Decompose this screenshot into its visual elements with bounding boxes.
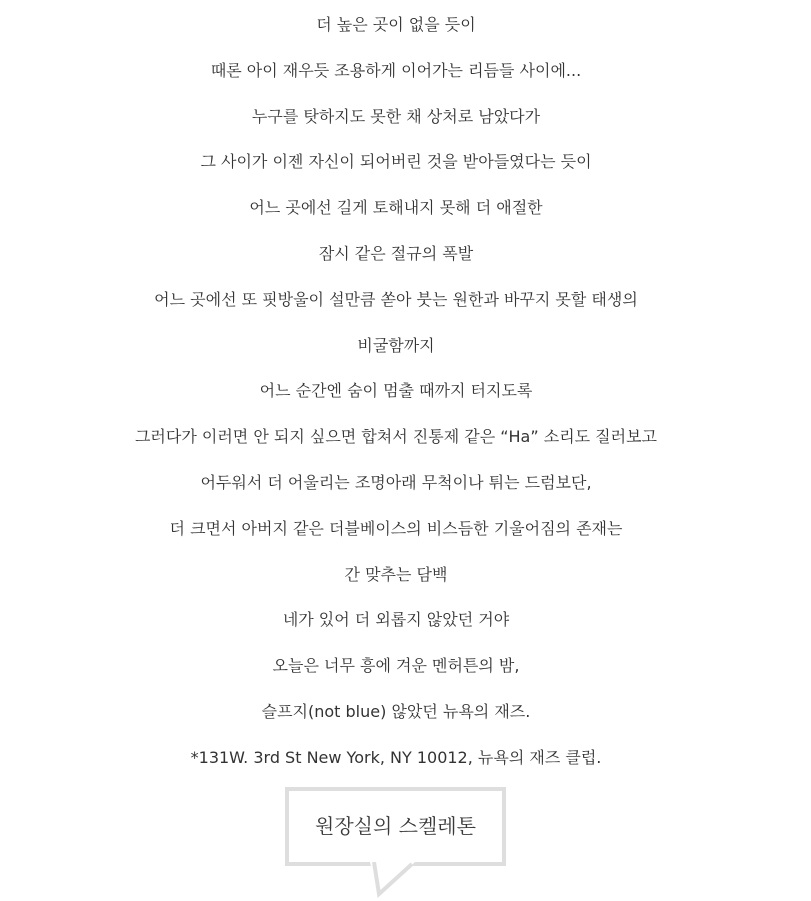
poem-line: 오늘은 너무 흥에 겨운 멘허튼의 밤, xyxy=(272,656,520,676)
speech-bubble xyxy=(285,787,506,866)
poem-line: 네가 있어 더 외롭지 않았던 거야 xyxy=(282,610,510,630)
poem-line: *131W. 3rd St New York, NY 10012, 뉴욕의 재즈 클럽. xyxy=(190,747,602,767)
poem-line: 더 높은 곳이 없을 듯이 xyxy=(316,15,476,34)
speech-bubble-label: 원장실의 스켈레톤 xyxy=(315,814,476,838)
poem-line: 때론 아이 재우듯 조용하게 이어가는 리듬들 사이에... xyxy=(210,60,582,80)
speech-bubble-tail xyxy=(370,862,415,898)
poem-line: 더 크면서 아버지 같은 더블베이스의 비스듬한 기울어짐의 존재는 xyxy=(169,518,623,538)
poem-line: 간 맞추는 담백 xyxy=(344,564,448,584)
poem-line: 그 사이가 이젠 자신이 되어버린 것을 받아들였다는 듯이 xyxy=(200,152,592,172)
poem-line: 어두워서 더 어울리는 조명아래 무척이나 튀는 드럼보단, xyxy=(200,472,592,492)
poem-line: 그러다가 이러면 안 되지 싶으면 합쳐서 진통제 같은 “Ha” 소리도 질러보고 xyxy=(134,427,658,447)
poem-text xyxy=(0,10,792,789)
poem-line: 어느 곳에선 길게 토해내지 못해 더 애절한 xyxy=(249,198,543,218)
poem-line: 어느 곳에선 또 핏방울이 설만큼 쏟아 붓는 원한과 바꾸지 못할 태생의 xyxy=(154,289,638,309)
poem-line: 슬프지(not blue) 않았던 뉴욕의 재즈. xyxy=(261,701,531,721)
poem-line: 누구를 탓하지도 못한 채 상처로 남았다가 xyxy=(251,106,541,126)
poem-line: 잠시 같은 절규의 폭발 xyxy=(318,243,474,263)
poem-line: 비굴함까지 xyxy=(357,335,435,355)
poem-line: 어느 순간엔 숨이 멈출 때까지 터지도록 xyxy=(259,381,533,401)
